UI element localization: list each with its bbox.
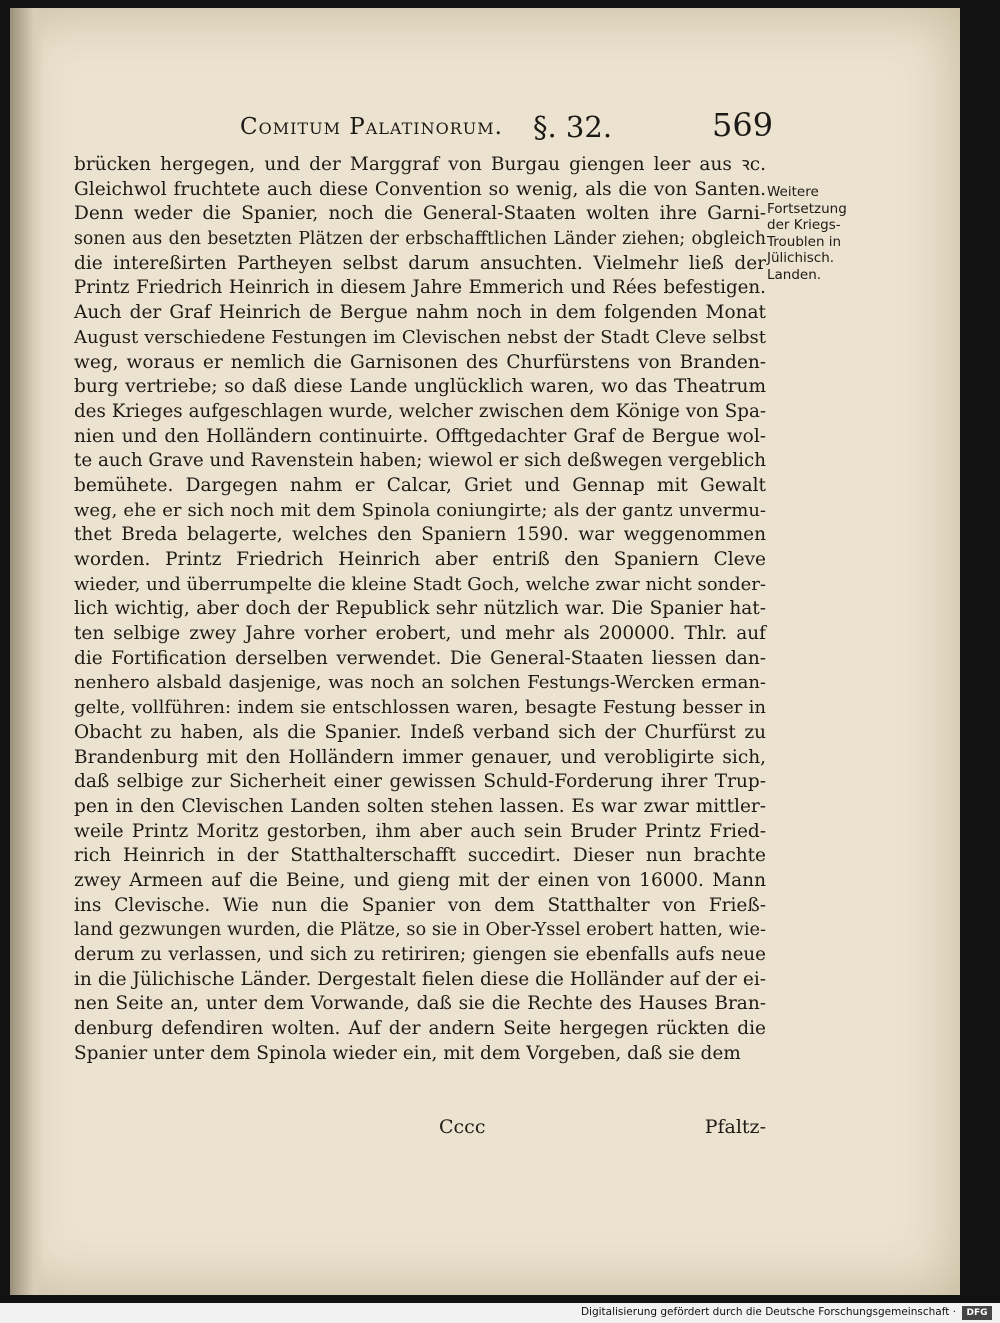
page-number: 569 bbox=[712, 106, 774, 144]
marginal-note-line: der Kriegs- bbox=[767, 217, 841, 233]
funding-credit: Digitalisierung gefördert durch die Deutsche Forschungsgemeinschaft · bbox=[580, 1306, 956, 1318]
text-line: wieder, und überrumpelte die kleine Stadt Goch, welche zwar nicht sonder- bbox=[74, 573, 766, 595]
text-line: weg, ehe er sich noch mit dem Spinola coniungirte; als der gantz unvermu- bbox=[74, 499, 766, 521]
text-line: land gezwungen wurden, die Plätze, so sie in Ober-Yssel erobert hatten, wie- bbox=[74, 920, 766, 941]
text-line: lich wichtig, aber doch der Republick sehr nützlich war. Die Spanier hat- bbox=[74, 598, 766, 620]
marginal-note-line: Landen. bbox=[767, 266, 822, 283]
text-line: des Krieges aufgeschlagen wurde, welcher zwischen dem Könige von Spa- bbox=[74, 400, 766, 422]
text-line: burg vertriebe; so daß diese Lande unglücklich waren, wo das Theatrum bbox=[74, 376, 766, 398]
text-line: derum zu verlassen, und sich zu retiriren; giengen sie ebenfalls aufs neue bbox=[74, 944, 766, 965]
marginal-note-line: Jülichisch. bbox=[767, 250, 835, 266]
text-line: die Fortification derselben verwendet. Die General-Staaten liessen dan- bbox=[74, 647, 766, 669]
text-line: daß selbige zur Sicherheit einer gewissen Schuld-Forderung ihrer Trup- bbox=[74, 771, 766, 793]
text-line: Auch der Graf Heinrich de Bergue nahm noch in dem folgenden Monat bbox=[74, 302, 766, 324]
text-line: Printz Friedrich Heinrich in diesem Jahre Emmerich und Rées befestigen. bbox=[74, 277, 766, 299]
text-line: weg, woraus er nemlich die Garnisonen des Churfürstens von Branden- bbox=[74, 351, 766, 373]
text-line: gelte, vollführen: indem sie entschlossen waren, besagte Festung besser in bbox=[74, 697, 766, 719]
text-line: weile Printz Moritz gestorben, ihm aber auch sein Bruder Printz Fried- bbox=[74, 820, 766, 842]
catchword: Pfaltz- bbox=[704, 1116, 766, 1138]
text-line: brücken hergegen, und der Marggraf von Burgau giengen leer aus ꝛc. bbox=[74, 154, 766, 175]
marginal-note-line: Weitere bbox=[767, 184, 819, 200]
text-line: Obacht zu haben, als die Spanier. Indeß verband sich der Churfürst zu bbox=[74, 721, 766, 743]
text-line: worden. Printz Friedrich Heinrich aber entriß den Spaniern Cleve bbox=[74, 549, 766, 570]
text-line: zwey Armeen auf die Beine, und gieng mit der einen von 16000. Mann bbox=[74, 869, 766, 891]
text-line: nien und den Holländern continuirte. Offtgedachter Graf de Bergue wol- bbox=[74, 425, 766, 447]
viewer-footer bbox=[0, 1303, 1000, 1323]
text-line: ins Clevische. Wie nun die Spanier von dem Statthalter von Frieß- bbox=[74, 894, 766, 916]
running-title: Comitum Palatinorum. bbox=[240, 114, 503, 140]
text-line: nen Seite an, unter dem Vorwande, daß sie die Rechte des Hauses Bran- bbox=[74, 993, 766, 1015]
section-number: §. 32. bbox=[533, 110, 613, 144]
text-line: Denn weder die Spanier, noch die General-Staaten wolten ihre Garni- bbox=[74, 203, 766, 225]
text-line: Gleichwol fruchtete auch diese Convention so wenig, als die von Santen. bbox=[74, 178, 766, 200]
text-line: die intereßirten Partheyen selbst darum ansuchten. Vielmehr ließ der bbox=[74, 252, 766, 274]
signature-mark: Cccc bbox=[439, 1116, 486, 1138]
text-line: sonen aus den besetzten Plätzen der erbschafftlichen Länder ziehen; obgleich bbox=[74, 229, 766, 250]
dfg-logo: DFG bbox=[962, 1306, 992, 1320]
text-line: thet Breda belagerte, welches den Spaniern 1590. war weggenommen bbox=[74, 524, 766, 546]
text-line: ten selbige zwey Jahre vorher erobert, und mehr als 200000. Thlr. auf bbox=[74, 623, 766, 645]
running-head bbox=[240, 106, 774, 150]
marginal-note-line: Troublen in bbox=[767, 233, 842, 250]
text-line: te auch Grave und Ravenstein haben; wiewol er sich deßwegen vergeblich bbox=[74, 450, 766, 472]
text-line: August verschiedene Festungen im Clevischen nebst der Stadt Cleve selbst bbox=[74, 326, 766, 348]
text-line: bemühete. Dargegen nahm er Calcar, Griet und Gennap mit Gewalt bbox=[74, 474, 766, 496]
text-line: nenhero alsbald dasjenige, was noch an solchen Festungs-Wercken erman- bbox=[74, 672, 766, 694]
text-line: rich Heinrich in der Statthalterschafft succedirt. Dieser nun brachte bbox=[74, 845, 766, 867]
page-gutter-shadow bbox=[10, 8, 44, 1295]
marginal-note bbox=[767, 184, 857, 283]
marginal-note-line: Fortsetzung bbox=[767, 200, 847, 217]
text-line: pen in den Clevischen Landen solten stehen lassen. Es war zwar mittler- bbox=[74, 795, 766, 817]
text-line: in die Jülichische Länder. Dergestalt fielen diese die Holländer auf der ei- bbox=[74, 968, 766, 990]
body-text bbox=[74, 153, 766, 1066]
text-line: Brandenburg mit den Holländern immer genauer, und verobligirte sich, bbox=[74, 746, 766, 768]
text-line: Spanier unter dem Spinola wieder ein, mit dem Vorgeben, daß sie dem bbox=[74, 1042, 741, 1064]
text-line: denburg defendiren wolten. Auf der andern Seite hergegen rückten die bbox=[74, 1018, 766, 1040]
page-foot bbox=[74, 1116, 766, 1144]
